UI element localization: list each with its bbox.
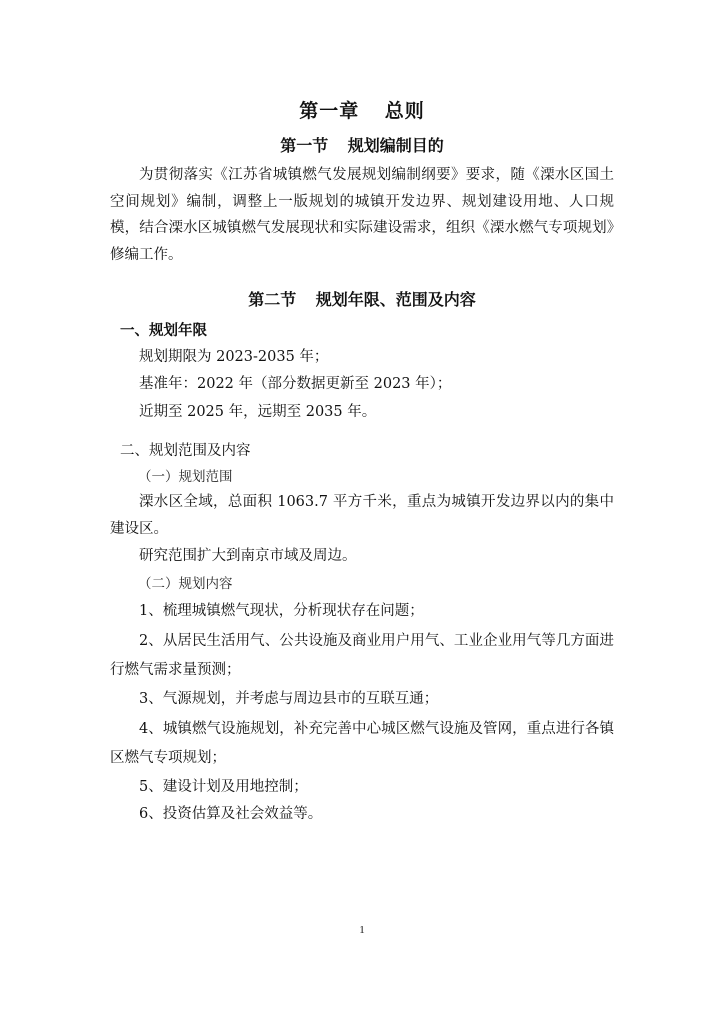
content-item-2: 2、从居民生活用气、公共设施及商业用户用气、工业企业用气等几方面进行燃气需求量预测； [110, 633, 614, 678]
content-item-6: 6、投资估算及社会效益等。 [139, 806, 323, 822]
section-1-paragraph: 为贯彻落实《江苏省城镇燃气发展规划编制纲要》要求，随《溧水区国土空间规划》编制，调整上一版规划的城镇开发边界、规划建设用地、人口规模，结合溧水区城镇燃气发展现状和实际建设需求，组织《溧水燃气专项规划》修编工作。 [110, 167, 614, 263]
content-item-1: 1、梳理城镇燃气现状，分析现状存在问题； [139, 603, 424, 619]
section-1-title: 第一节 规划编制目的 [280, 136, 444, 155]
content-item-4: 4、城镇燃气设施规划，补充完善中心城区燃气设施及管网，重点进行各镇区燃气专项规划； [110, 721, 614, 766]
chapter-title: 第一章 总则 [299, 100, 425, 122]
content-subheading: （二）规划内容 [138, 576, 233, 592]
part-2-heading: 二、规划范围及内容 [120, 443, 251, 459]
section-2-title: 第二节 规划年限、范围及内容 [248, 290, 476, 309]
content-item-5: 5、建设计划及用地控制； [139, 779, 308, 795]
scope-text: 溧水区全域，总面积 1063.7 平方千米，重点为城镇开发边界以内的集中建设区。 [110, 494, 614, 537]
period-line: 规划期限为 2023-2035 年； [139, 349, 329, 365]
content-item-3: 3、气源规划，并考虑与周边县市的互联互通； [139, 691, 439, 707]
base-year-line: 基准年：2022 年（部分数据更新至 2023 年）； [139, 376, 452, 392]
research-scope-text: 研究范围扩大到南京市域及周边。 [139, 548, 357, 564]
page-number: 1 [359, 924, 365, 936]
near-far-term-line: 近期至 2025 年，远期至 2035 年。 [139, 404, 377, 420]
scope-subheading: （一）规划范围 [138, 469, 233, 485]
part-1-heading: 一、规划年限 [120, 323, 207, 339]
